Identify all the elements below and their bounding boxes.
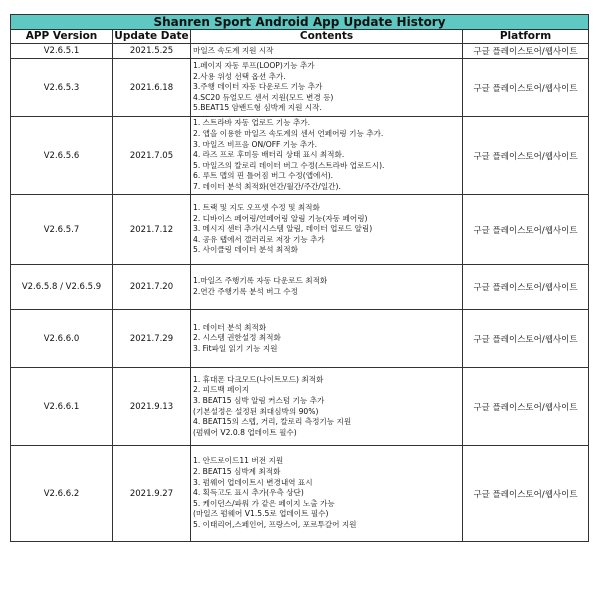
platform-cell: 구글 플레이스토어/웹사이트 xyxy=(463,265,589,310)
date-cell: 2021.6.18 xyxy=(113,59,191,117)
content-line: 4. 공유 탭에서 갤러리로 저장 기능 추가 xyxy=(193,234,325,244)
content-line: 2. 디바이스 페어링/언페어링 알림 기능(자동 페어링) xyxy=(193,213,368,223)
content-line: 4. 라즈 프로 후미등 배터리 상태 표시 최적화. xyxy=(193,150,345,160)
content-line: 5.BEAT15 암밴드형 심박계 지원 시작. xyxy=(193,103,322,113)
content-line: 2.연간 주행기록 분석 버그 수정 xyxy=(193,287,298,296)
content-line: 3. 펌웨어 업데이트시 변경내역 표시 xyxy=(193,477,313,487)
content-line: 1.페이지 자동 루프(LOOP)기능 추가 xyxy=(193,61,315,71)
content-line: 2. 피드백 페이지 xyxy=(193,385,250,395)
platform-cell: 구글 플레이스토어/웹사이트 xyxy=(463,310,589,368)
header-row xyxy=(11,30,589,44)
header-contents: Contents xyxy=(191,30,463,44)
content-line: 7. 데이터 분석 최적화(연간/월간/주간/일간). xyxy=(193,181,341,191)
table-row xyxy=(11,195,589,265)
version-cell: V2.6.5.8 / V2.6.5.9 xyxy=(11,265,113,310)
contents-cell xyxy=(191,446,463,542)
table-row xyxy=(11,265,589,310)
version-cell: V2.6.5.7 xyxy=(11,195,113,265)
date-cell: 2021.5.25 xyxy=(113,44,191,59)
version-cell: V2.6.5.3 xyxy=(11,59,113,117)
contents-cell xyxy=(191,310,463,368)
content-line: 3. 메시지 센터 추가(시스템 알림, 데이터 업로드 알림) xyxy=(193,224,373,234)
content-line: 2. 앱을 이용한 마일즈 속도계의 센서 언페어링 기능 추가. xyxy=(193,129,384,139)
content-line: 5. 이태리어,스페인어, 프랑스어, 포르투갈어 지원 xyxy=(193,519,357,529)
content-line: 1. 안드로이드11 버전 지원 xyxy=(193,456,284,466)
content-line: 3. 마일즈 비프음 ON/OFF 기능 추가. xyxy=(193,139,318,149)
content-line: 5. 사이클링 데이터 분석 최적화 xyxy=(193,245,298,255)
content-line: 2.사용 위성 선택 옵션 추가. xyxy=(193,71,286,81)
content-line: 4.SC20 듀얼모드 센서 지원(모드 변경 등) xyxy=(193,92,334,102)
title-row xyxy=(11,15,589,30)
content-line: 마일즈 속도계 지원 시작 xyxy=(193,45,274,55)
content-line: 1. 트랙 및 지도 오프셋 수정 및 최적화 xyxy=(193,203,320,213)
version-cell: V2.6.6.2 xyxy=(11,446,113,542)
content-line: 1. 휴대폰 다크모드(나이트모드) 최적화 xyxy=(193,374,324,384)
content-line: 1.마일즈 주행기록 자동 다운로드 최적화 xyxy=(193,276,328,286)
date-cell: 2021.9.27 xyxy=(113,446,191,542)
date-cell: 2021.9.13 xyxy=(113,368,191,446)
content-line: 4. BEAT15의 스텝, 거리, 칼로리 측정기능 지원 xyxy=(193,417,352,427)
platform-cell: 구글 플레이스토어/웹사이트 xyxy=(463,59,589,117)
content-line: 1. 데이터 분석 최적화 xyxy=(193,322,267,332)
date-cell: 2021.7.12 xyxy=(113,195,191,265)
table-row xyxy=(11,117,589,195)
header-version: APP Version xyxy=(11,30,113,44)
content-line: (마일즈 펌웨어 V1.5.5로 업데이트 필수) xyxy=(193,509,329,519)
contents-cell xyxy=(191,117,463,195)
content-line: 5. 케이던스/파워 가 같은 페이지 노출 가능 xyxy=(193,498,335,508)
table-row xyxy=(11,368,589,446)
header-date: Update Date xyxy=(114,30,189,42)
contents-cell xyxy=(191,44,463,59)
content-line: 5. 마일즈의 칼로리 데이터 버그 수정(스트라바 업로드시). xyxy=(193,160,385,170)
content-line: 2. BEAT15 심박계 최적화 xyxy=(193,467,281,477)
content-line: 2. 시스템 권한설정 최적화 xyxy=(193,333,281,343)
platform-cell: 구글 플레이스토어/웹사이트 xyxy=(463,117,589,195)
version-cell: V2.6.5.6 xyxy=(11,117,113,195)
platform-cell: 구글 플레이스토어/웹사이트 xyxy=(463,368,589,446)
table-row xyxy=(11,446,589,542)
content-line: 3. BEAT15 심박 알림 커스텀 기능 추가 xyxy=(193,395,325,405)
table-row xyxy=(11,44,589,59)
contents-cell xyxy=(191,195,463,265)
content-line: 6. 루트 맵의 핀 틀어짐 버그 수정(앱에서). xyxy=(193,171,334,181)
content-line: 4. 획득고도 표시 추가(우측 상단) xyxy=(193,488,304,498)
table-row xyxy=(11,310,589,368)
content-line: (펌웨어 V2.0.8 업데이트 필수) xyxy=(193,427,297,437)
content-line: (기본설정은 설정된 최대심박의 90%) xyxy=(193,406,319,416)
date-cell: 2021.7.05 xyxy=(113,117,191,195)
platform-cell: 구글 플레이스토어/웹사이트 xyxy=(463,195,589,265)
version-cell: V2.6.5.1 xyxy=(11,44,113,59)
contents-cell xyxy=(191,59,463,117)
content-line: 1. 스트라바 자동 업로드 기능 추가. xyxy=(193,118,311,128)
table-row xyxy=(11,59,589,117)
content-line: 3. Fit파일 읽기 기능 지원 xyxy=(193,343,278,353)
table-title: Shanren Sport Android App Update History xyxy=(11,15,589,30)
date-cell: 2021.7.20 xyxy=(113,265,191,310)
contents-cell xyxy=(191,265,463,310)
content-line: 3.주행 데이터 자동 다운로드 기능 추가 xyxy=(193,82,323,92)
update-history-table xyxy=(10,14,589,542)
contents-cell xyxy=(191,368,463,446)
header-platform: Platform xyxy=(463,30,589,44)
version-cell: V2.6.6.1 xyxy=(11,368,113,446)
date-cell: 2021.7.29 xyxy=(113,310,191,368)
platform-cell: 구글 플레이스토어/웹사이트 xyxy=(463,446,589,542)
platform-cell: 구글 플레이스토어/웹사이트 xyxy=(463,44,589,59)
version-cell: V2.6.6.0 xyxy=(11,310,113,368)
